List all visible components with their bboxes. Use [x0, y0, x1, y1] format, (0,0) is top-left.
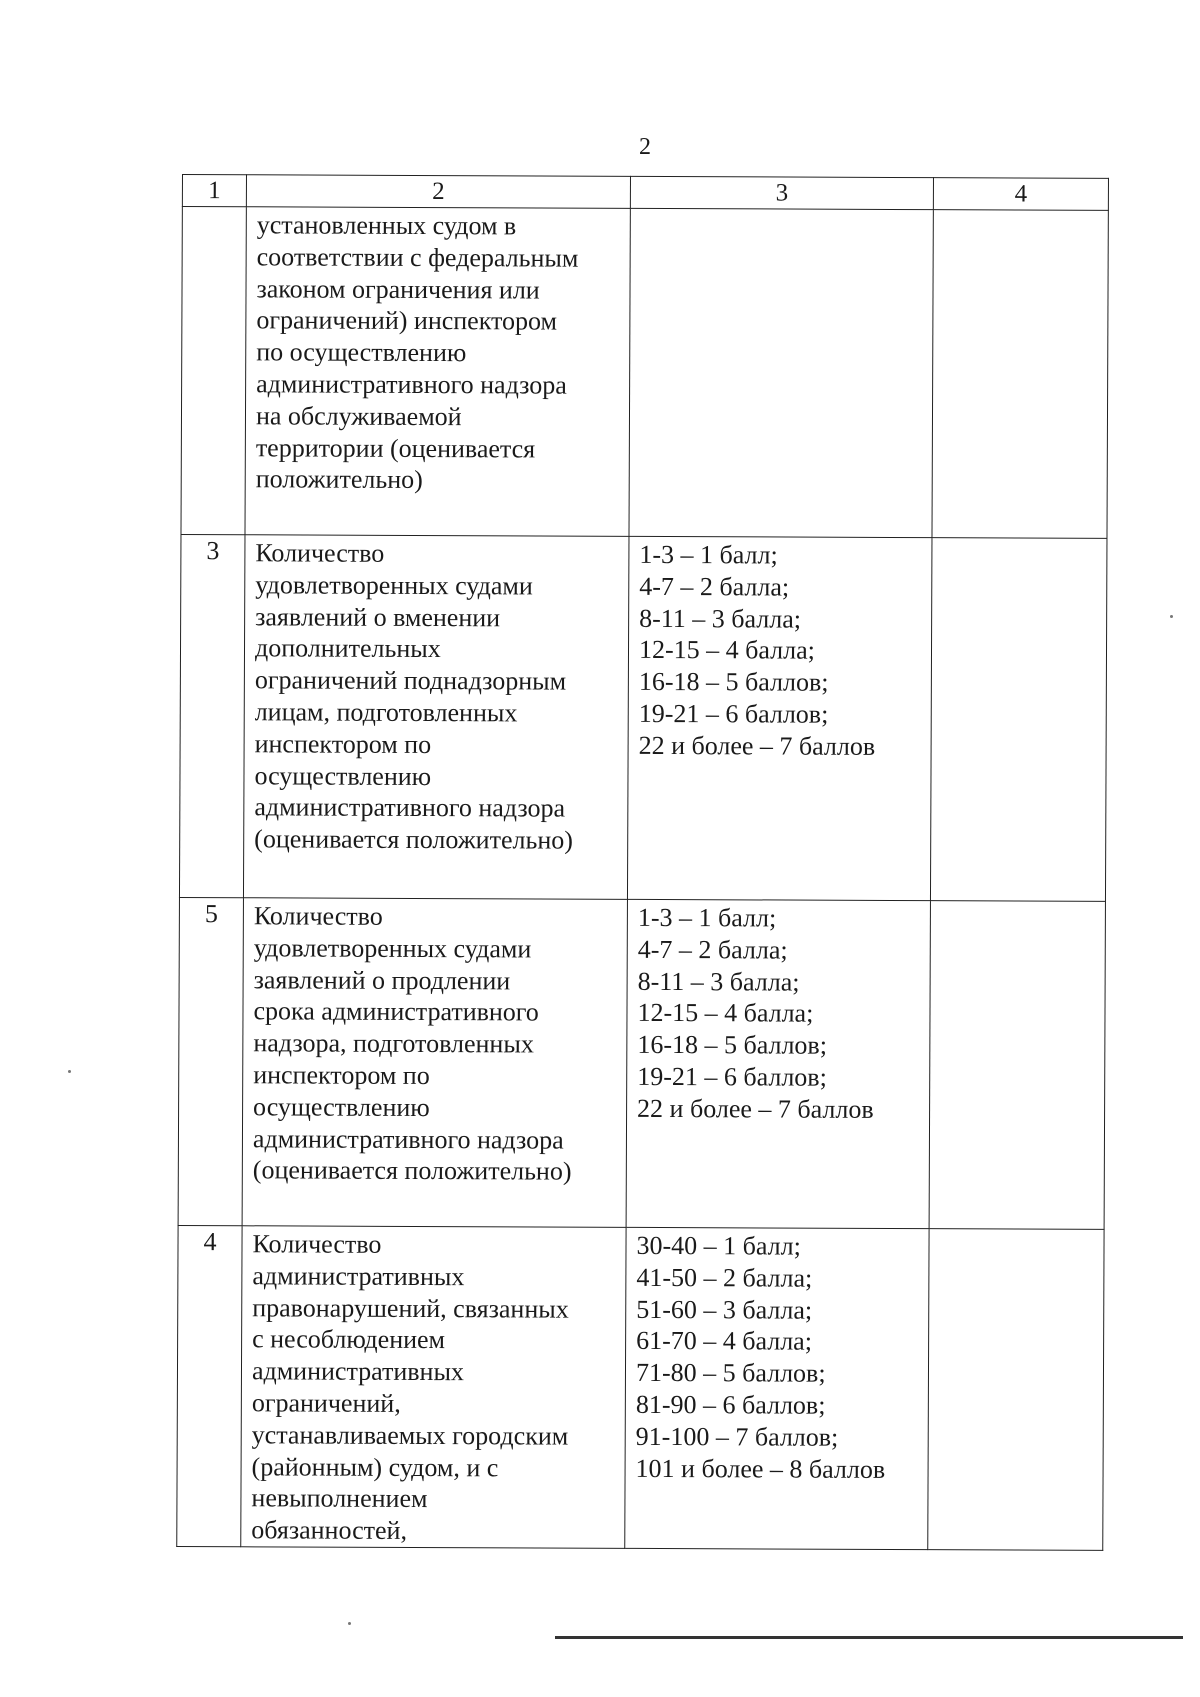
row-number: 5 [178, 897, 243, 1225]
criteria-table [176, 174, 1109, 1551]
criterion-description: Количество административных правонарушений, связанных с несоблюдением административных ограничений, устанавливаемых городским (районным) судом, и с невыполнением обязанностей, [241, 1226, 626, 1549]
table-row [179, 534, 1107, 901]
note-cell [932, 210, 1108, 539]
page-number: 2 [639, 134, 651, 160]
note-cell [930, 538, 1107, 902]
score-scale: 30-40 – 1 балл; 41-50 – 2 балла; 51-60 – 3 балла; 61-70 – 4 балла; 71-80 – 5 баллов; 81-90 – 6 баллов; 91-100 – 7 баллов; 101 и более – 8 баллов [625, 1227, 929, 1549]
table-row [178, 897, 1105, 1229]
header-col-3: 3 [630, 176, 933, 209]
header-col-1: 1 [182, 175, 246, 207]
scan-edge-line [555, 1636, 1183, 1639]
score-scale: 1-3 – 1 балл; 4-7 – 2 балла; 8-11 – 3 балла; 12-15 – 4 балла; 16-18 – 5 баллов; 19-21 – 6 баллов; 22 и более – 7 баллов [626, 899, 930, 1228]
header-col-2: 2 [246, 175, 630, 209]
criterion-description: Количество удовлетворенных судами заявлений о продлении срока административного надзора, подготовленных инспектором по осуществлению административного надзора (оценивается положительно) [242, 898, 627, 1228]
scan-speck [1170, 615, 1173, 618]
row-number: 3 [179, 534, 245, 897]
table-row [181, 207, 1108, 539]
criterion-description: Количество удовлетворенных судами заявлений о вменении дополнительных ограничений поднадзорным лицам, подготовленных инспектором по осуществлению административного надзора (оценивается положительно) [243, 535, 629, 900]
score-scale: 1-3 – 1 балл; 4-7 – 2 балла; 8-11 – 3 балла; 12-15 – 4 балла; 16-18 – 5 баллов; 19-21 – 6 баллов; 22 и более – 7 баллов [627, 536, 932, 900]
table-header-row [182, 175, 1108, 211]
scan-speck [68, 1070, 71, 1073]
table-row [177, 1225, 1104, 1550]
note-cell [929, 901, 1105, 1230]
criterion-description: установленных судом в соответствии с федеральным законом ограничения или ограничений) инспектором по осуществлению административного надзора на обслуживаемой территории (оценивается положительно) [245, 207, 630, 537]
row-number: 4 [177, 1225, 242, 1546]
scan-speck [348, 1622, 351, 1625]
header-col-4: 4 [933, 178, 1108, 211]
score-scale [629, 208, 933, 537]
note-cell [928, 1229, 1104, 1551]
row-number [181, 207, 246, 535]
